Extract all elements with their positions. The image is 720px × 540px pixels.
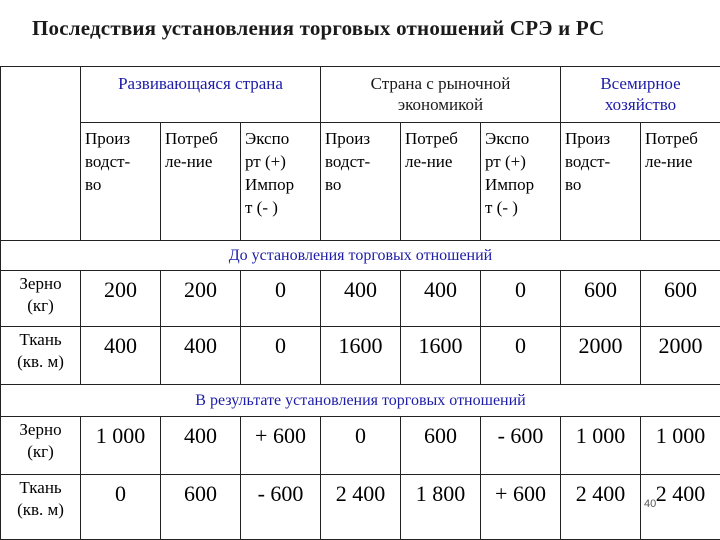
value-cell: 1 000	[641, 417, 720, 475]
page-number: 40	[644, 498, 657, 510]
page-title: Последствия установления торговых отношений СРЭ и РС	[32, 16, 605, 40]
section-after-trade: В результате установления торговых отношений	[1, 385, 720, 417]
value-cell: 600	[641, 271, 720, 327]
section-before-trade: До установления торговых отношений	[1, 241, 720, 271]
value-cell: 2 400	[321, 475, 401, 540]
value-cell: 400	[321, 271, 401, 327]
subheader-production: Произ водст- во	[81, 123, 161, 241]
row-label-grain: Зерно (кг)	[1, 417, 81, 475]
value-cell: 1 800	[401, 475, 481, 540]
value-cell: 0	[81, 475, 161, 540]
value-cell: - 600	[241, 475, 321, 540]
corner-cell	[1, 67, 81, 241]
subheader-consumption: Потреб ле-ние	[401, 123, 481, 241]
value-cell: 0	[321, 417, 401, 475]
group-header-world: Всемирное хозяйство	[561, 67, 720, 123]
subheader-production: Произ водст- во	[561, 123, 641, 241]
row-label-cloth: Ткань (кв. м)	[1, 475, 81, 540]
value-cell: + 600	[481, 475, 561, 540]
value-cell: 0	[481, 271, 561, 327]
value-cell: 600	[561, 271, 641, 327]
value-cell: + 600	[241, 417, 321, 475]
value-cell: 1600	[321, 327, 401, 385]
subheader-production: Произ водст- во	[321, 123, 401, 241]
subheader-consumption: Потреб ле-ние	[161, 123, 241, 241]
value-cell: 400	[81, 327, 161, 385]
trade-table	[0, 66, 720, 540]
value-cell: - 600	[481, 417, 561, 475]
value-cell: 400	[401, 271, 481, 327]
value-cell: 2000	[641, 327, 720, 385]
value-cell: 0	[241, 271, 321, 327]
group-header-market: Страна с рыночной экономикой	[321, 67, 561, 123]
value-cell: 0	[481, 327, 561, 385]
value-cell: 2 400	[561, 475, 641, 540]
value-cell: 0	[241, 327, 321, 385]
value-cell: 1 000	[81, 417, 161, 475]
value-cell: 1 000	[561, 417, 641, 475]
subheader-consumption: Потреб ле-ние	[641, 123, 720, 241]
value-cell: 400	[161, 417, 241, 475]
row-label-cloth: Ткань (кв. м)	[1, 327, 81, 385]
subheader-trade: Экспо рт (+) Импор т (- )	[481, 123, 561, 241]
value-cell: 600	[161, 475, 241, 540]
value-cell: 1600	[401, 327, 481, 385]
subheader-trade: Экспо рт (+) Импор т (- )	[241, 123, 321, 241]
value-cell: 200	[161, 271, 241, 327]
value-cell: 400	[161, 327, 241, 385]
value-cell: 600	[401, 417, 481, 475]
value-cell: 200	[81, 271, 161, 327]
value-cell: 2000	[561, 327, 641, 385]
group-header-developing: Развивающаяся страна	[81, 67, 321, 123]
value-cell: 2 400	[641, 475, 720, 540]
row-label-grain: Зерно (кг)	[1, 271, 81, 327]
